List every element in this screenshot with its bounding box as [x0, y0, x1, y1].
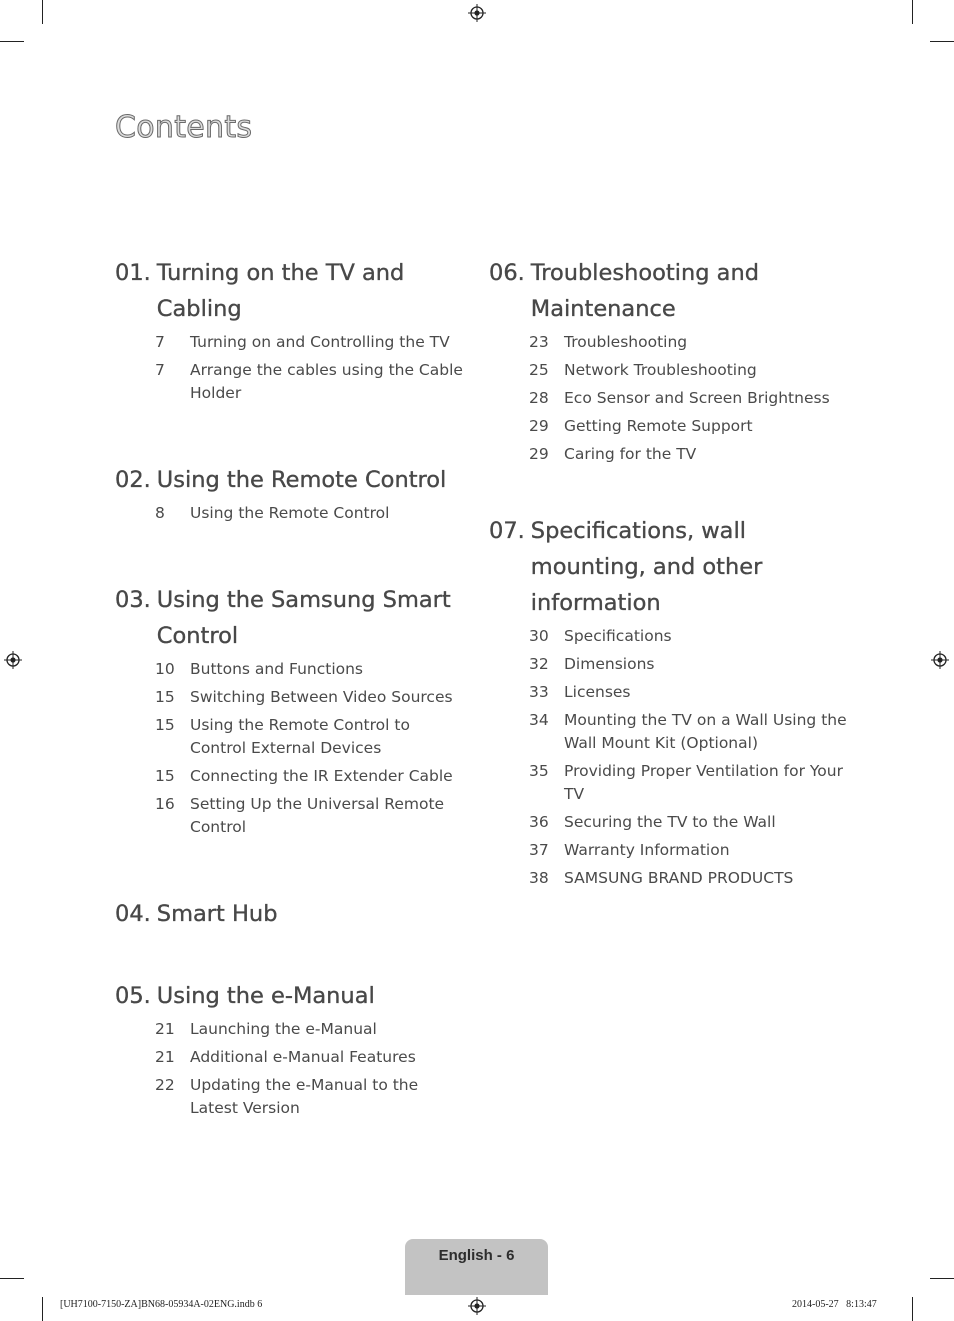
toc-page-number: 7 — [155, 333, 165, 351]
toc-page-number: 10 — [155, 660, 175, 678]
toc-entry[interactable] — [155, 502, 465, 525]
section-title: Using the Remote Control — [156, 467, 447, 493]
toc-page-number: 35 — [529, 762, 549, 780]
section-number: 05. — [115, 983, 151, 1009]
toc-entry[interactable] — [529, 359, 849, 382]
toc-page-number: 37 — [529, 841, 549, 859]
section-number: 06. — [489, 260, 525, 286]
toc-page-number: 21 — [155, 1048, 175, 1066]
toc-page-number: 7 — [155, 361, 165, 379]
toc-entry-label: Connecting the IR Extender Cable — [190, 767, 453, 785]
toc-entry-label: Warranty Information — [564, 841, 730, 859]
section-heading[interactable] — [115, 255, 465, 327]
toc-entry[interactable] — [529, 681, 849, 704]
section-title: Specifications, wall mounting, and other information — [530, 518, 763, 616]
page-title: Contents — [115, 110, 253, 145]
toc-entry[interactable] — [529, 625, 849, 648]
toc-entry-label: SAMSUNG BRAND PRODUCTS — [564, 869, 794, 887]
registration-mark-icon — [468, 1297, 486, 1315]
toc-entry-label: Updating the e-Manual to the Latest Version — [190, 1076, 419, 1117]
toc-entry[interactable] — [155, 793, 465, 839]
toc-entry[interactable] — [155, 1046, 465, 1069]
section-heading[interactable] — [115, 896, 465, 932]
registration-mark-icon — [468, 4, 486, 22]
section-heading[interactable] — [115, 462, 465, 498]
toc-entry-label: Getting Remote Support — [564, 417, 753, 435]
toc-page-number: 8 — [155, 504, 165, 522]
toc-page-number: 29 — [529, 445, 549, 463]
toc-entry-label: Additional e-Manual Features — [190, 1048, 416, 1066]
toc-entry-label: Using the Remote Control to Control External Devices — [190, 716, 410, 757]
section-title: Using the Samsung Smart Control — [156, 587, 451, 649]
toc-entry-label: Specifications — [564, 627, 672, 645]
section-title: Troubleshooting and Maintenance — [530, 260, 760, 322]
section-title: Using the e-Manual — [156, 983, 375, 1009]
toc-page-number: 33 — [529, 683, 549, 701]
toc-page-number: 23 — [529, 333, 549, 351]
toc-entry-label: Licenses — [564, 683, 631, 701]
toc-entry[interactable] — [155, 686, 465, 709]
toc-right-column — [489, 255, 849, 895]
page-number-tab: English - 6 — [405, 1239, 548, 1295]
section-heading[interactable] — [115, 582, 465, 654]
toc-page-number: 15 — [155, 767, 175, 785]
toc-entry-label: Mounting the TV on a Wall Using the Wall Mount Kit (Optional) — [564, 711, 847, 752]
section-title: Smart Hub — [156, 901, 278, 927]
toc-entry[interactable] — [529, 867, 849, 890]
toc-page-number: 32 — [529, 655, 549, 673]
toc-page-number: 38 — [529, 869, 549, 887]
toc-entry[interactable] — [529, 653, 849, 676]
toc-entry-label: Caring for the TV — [564, 445, 697, 463]
print-slug-filename: [UH7100-7150-ZA]BN68-05934A-02ENG.indb 6 — [60, 1299, 263, 1310]
toc-entry-label: Network Troubleshooting — [564, 361, 757, 379]
toc-entry-label: Switching Between Video Sources — [190, 688, 453, 706]
toc-page-number: 25 — [529, 361, 549, 379]
crop-mark — [42, 0, 43, 24]
toc-entry[interactable] — [529, 387, 849, 410]
toc-entry[interactable] — [155, 359, 465, 405]
toc-left-column — [115, 255, 465, 1125]
toc-entry-label: Eco Sensor and Screen Brightness — [564, 389, 830, 407]
registration-mark-icon — [4, 651, 22, 669]
toc-entry[interactable] — [155, 331, 465, 354]
toc-section-04 — [115, 896, 465, 932]
toc-section-03 — [115, 582, 465, 839]
section-number: 02. — [115, 467, 151, 493]
crop-mark — [930, 41, 954, 42]
toc-page-number: 15 — [155, 716, 175, 734]
crop-mark — [0, 1278, 24, 1279]
toc-entry[interactable] — [529, 760, 849, 806]
toc-entry-label: Using the Remote Control — [190, 504, 390, 522]
crop-mark — [912, 0, 913, 24]
toc-section-07 — [489, 513, 849, 890]
toc-entry-label: Dimensions — [564, 655, 655, 673]
toc-page-number: 30 — [529, 627, 549, 645]
toc-entry-label: Setting Up the Universal Remote Control — [190, 795, 445, 836]
crop-mark — [912, 1297, 913, 1321]
toc-section-02 — [115, 462, 465, 525]
toc-entry[interactable] — [155, 765, 465, 788]
toc-page-number: 22 — [155, 1076, 175, 1094]
section-heading[interactable] — [489, 255, 849, 327]
toc-entry[interactable] — [155, 658, 465, 681]
toc-entry[interactable] — [529, 331, 849, 354]
section-heading[interactable] — [115, 978, 465, 1014]
section-heading[interactable] — [489, 513, 849, 621]
toc-entry[interactable] — [529, 415, 849, 438]
toc-entry-label: Securing the TV to the Wall — [564, 813, 776, 831]
section-number: 04. — [115, 901, 151, 927]
section-number: 07. — [489, 518, 525, 544]
crop-mark — [0, 41, 24, 42]
toc-entry[interactable] — [155, 1074, 465, 1120]
toc-entry-label: Turning on and Controlling the TV — [190, 333, 450, 351]
section-number: 03. — [115, 587, 151, 613]
toc-page-number: 28 — [529, 389, 549, 407]
toc-entry[interactable] — [529, 811, 849, 834]
section-number: 01. — [115, 260, 151, 286]
toc-page-number: 34 — [529, 711, 549, 729]
toc-page-number: 21 — [155, 1020, 175, 1038]
toc-entry[interactable] — [529, 709, 849, 755]
toc-entry-label: Buttons and Functions — [190, 660, 364, 678]
section-title: Turning on the TV and Cabling — [156, 260, 405, 322]
toc-entry[interactable] — [155, 1018, 465, 1041]
toc-entry-label: Launching the e-Manual — [190, 1020, 377, 1038]
toc-entry-label: Troubleshooting — [564, 333, 688, 351]
toc-section-01 — [115, 255, 465, 405]
toc-section-06 — [489, 255, 849, 466]
print-slug-timestamp: 2014-05-27 8:13:47 — [792, 1299, 877, 1310]
toc-entry[interactable] — [155, 714, 465, 760]
crop-mark — [930, 1278, 954, 1279]
toc-page-number: 36 — [529, 813, 549, 831]
crop-mark — [42, 1297, 43, 1321]
toc-entry-label: Arrange the cables using the Cable Holder — [190, 361, 463, 402]
toc-page-number: 16 — [155, 795, 175, 813]
toc-entry-label: Providing Proper Ventilation for Your TV — [564, 762, 843, 803]
toc-entry[interactable] — [529, 443, 849, 466]
toc-section-05 — [115, 978, 465, 1120]
toc-page-number: 15 — [155, 688, 175, 706]
toc-page-number: 29 — [529, 417, 549, 435]
toc-entry[interactable] — [529, 839, 849, 862]
registration-mark-icon — [931, 651, 949, 669]
